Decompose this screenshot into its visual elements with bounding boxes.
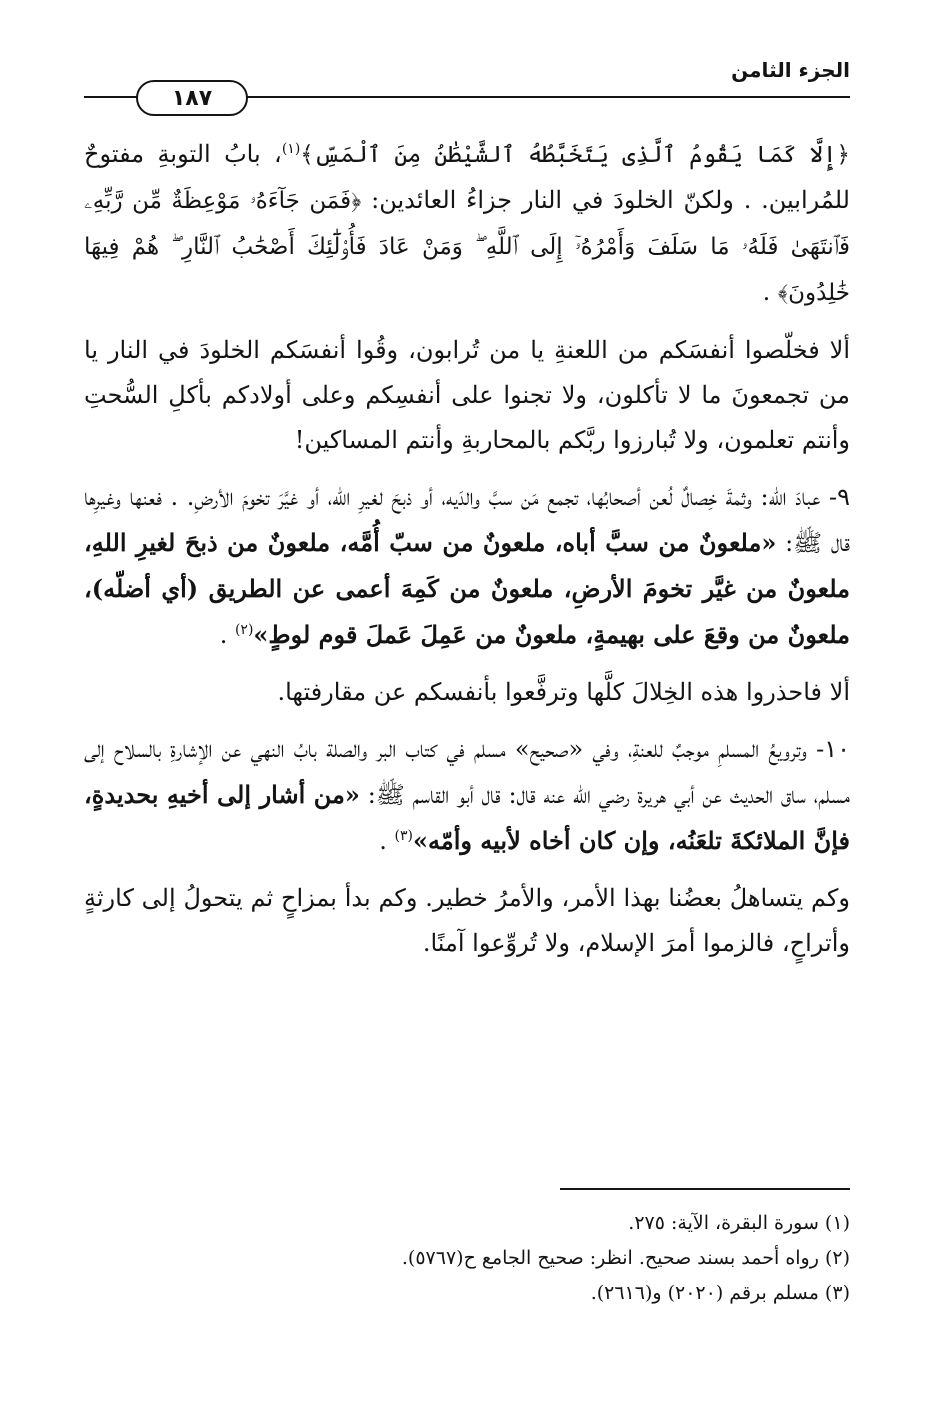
paragraph-1 bbox=[84, 132, 850, 316]
hadith-text: «من أشار إلى أخيهِ بحديدةٍ، فإنَّ الملائكةَ تلعَنُه، وإن كان أخاه لأبيه وأمّه» bbox=[84, 780, 850, 855]
paragraph-3 bbox=[84, 475, 850, 658]
paragraph-end: . bbox=[219, 621, 235, 649]
footnote-2: (٢) رواه أحمد بسند صحيح. انظر: صحيح الجامع ح(٥٧٦٧). bbox=[401, 1247, 850, 1269]
paragraph-2: ألا فخلّصوا أنفسَكم من اللعنةِ يا من تُرابون، وقُوا أنفسَكم الخلودَ في النار يا من تجمعونَ ما لا تأكلون، ولا تجنوا على أنفسِكم وعلى أولادكم بأكلِ السُّحتِ وأنتم تعلمون، ولا تُبارزوا ربَّكم بالمحاربةِ وأنتم المساكين! bbox=[84, 336, 850, 454]
paragraph-text: ، بابُ التوبةِ مفتوحٌ للمُرابين. . ولكنّ الخلودَ في النار جزاءُ العائدين: bbox=[84, 140, 850, 214]
paragraph-4: ألا فاحذروا هذه الخِلالَ كلَّها وترفَّعوا بأنفسكم عن مقارفتها. bbox=[277, 678, 850, 706]
footnote-ref: (٢) bbox=[234, 622, 254, 638]
footnote-ref: (١) bbox=[281, 141, 301, 157]
page-body bbox=[84, 132, 850, 978]
part-title: الجزء الثامن bbox=[731, 58, 850, 82]
footnotes bbox=[84, 1206, 850, 1311]
hadith-text: «ملعونٌ من سبَّ أباه، ملعونٌ من سبّ أُمَّه، ملعونٌ من ذبحَ لغيرِ اللهِ، ملعونٌ من غيَّر تخومَ الأرضِ، ملعونٌ من كَمِهَ أعمى عن الطريق (أي أضلّه)، ملعونٌ من وقعَ على بهيمةٍ، ملعونٌ من عَمِلَ عَملَ قوم لوطٍ» bbox=[84, 528, 850, 649]
quran-verse: ﴿إِلَّا كَمَا يَقُومُ ٱلَّذِى يَتَخَبَّطُهُ ٱلشَّيْطَٰنُ مِنَ ٱلْمَسِّ﴾ bbox=[300, 142, 850, 168]
quran-verse: ﴿فَمَن جَآءَهُۥ مَوْعِظَةٌ مِّن رَّبِّهِۦ فَٱنتَهَىٰ فَلَهُۥ مَا سَلَفَ وَأَمْرُهُۥٓ إِلَى ٱللَّهِ ۖ وَمَنْ عَادَ فَأُو۟لَٰٓئِكَ أَصْحَٰبُ ٱلنَّارِ ۖ هُمْ فِيهَا خَٰلِدُونَ﴾ bbox=[84, 188, 850, 306]
footnote-3: (٣) مسلم برقم (٢٠٢٠) و(٢٦١٦). bbox=[590, 1282, 850, 1304]
paragraph-5 bbox=[84, 727, 850, 864]
paragraph-end: . bbox=[379, 827, 395, 855]
paragraph-text: ١٠- وترويعُ المسلمِ موجبٌ للعنةِ، وفي «صحيح» مسلم في كتاب البر والصلة بابُ النهي عن الإشارةِ بالسلاح إلى مسلم، ساق الحديث عن أبي هريرة رضي الله عنه قال: قال أبو القاسم ﷺ: bbox=[84, 735, 850, 809]
footnote-separator bbox=[560, 1188, 850, 1190]
footnote-1: (١) سورة البقرة، الآية: ٢٧٥. bbox=[628, 1212, 850, 1234]
paragraph-end: . bbox=[762, 278, 778, 306]
page-header bbox=[84, 52, 850, 122]
footnote-ref: (٣) bbox=[394, 828, 413, 844]
page-number: ١٨٧ bbox=[136, 80, 248, 116]
paragraph-6: وكم يتساهلُ بعضُنا بهذا الأمر، والأمرُ خطير. وكم بدأ بمزاحٍ ثم يتحولُ إلى كارثةٍ وأتراحٍ، فالزموا أمرَ الإسلام، ولا تُروِّعوا آمنًا. bbox=[84, 884, 850, 957]
paragraph-text: ٩- عبادَ الله: وثمةَ خِصالٌ لُعن أصحابُها، تجمع مَن سبَّ والدَيه، أو ذبحَ لغيرِ الله، أو غيَّرَ تخومَ الأرضِ. . فعنها وغيرِها قال ﷺ: bbox=[84, 483, 851, 557]
